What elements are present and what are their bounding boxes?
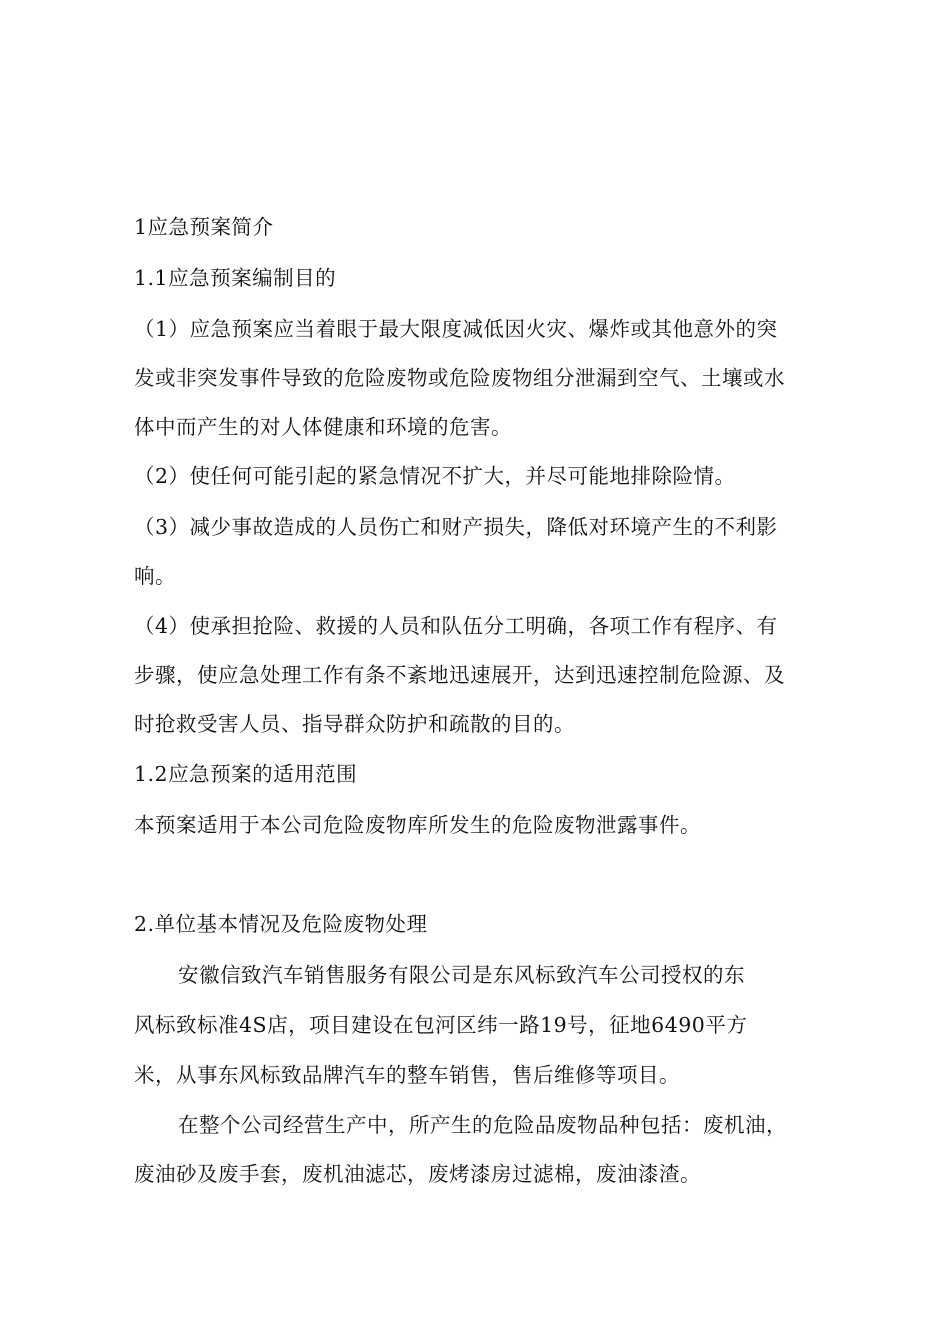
paragraph-1-line-2: 发或非突发事件导致的危险废物或危险废物组分泄漏到空气、土壤或水 <box>134 366 785 390</box>
paragraph-4-line-3: 时抢救受害人员、指导群众防护和疏散的目的。 <box>134 712 575 736</box>
paragraph-1-line-1: （1）应急预案应当着眼于最大限度减低因火灾、爆炸或其他意外的突 <box>134 317 778 341</box>
paragraph-5-line-3: 米，从事东风标致品牌汽车的整车销售，售后维修等项目。 <box>134 1063 680 1087</box>
paragraph-6-line-1: 在整个公司经营生产中，所产生的危险品废物品种包括：废机油， <box>178 1113 787 1137</box>
section-2-heading: 2.单位基本情况及危险废物处理 <box>134 912 428 936</box>
paragraph-1-line-3: 体中而产生的对人体健康和环境的危害。 <box>134 415 512 439</box>
paragraph-3-line-2: 响。 <box>134 564 176 588</box>
paragraph-6-line-2: 废油砂及废手套，废机油滤芯，废烤漆房过滤棉，废油漆渣。 <box>134 1162 701 1186</box>
section-1-2-heading: 1.2应急预案的适用范围 <box>134 762 358 786</box>
paragraph-2-line-1: （2）使任何可能引起的紧急情况不扩大，并尽可能地排除险情。 <box>134 464 736 488</box>
paragraph-4-line-2: 步骤，使应急处理工作有条不紊地迅速展开，达到迅速控制危险源、及 <box>134 663 785 687</box>
paragraph-4-line-1: （4）使承担抢险、救援的人员和队伍分工明确，各项工作有程序、有 <box>134 614 778 638</box>
scope-paragraph: 本预案适用于本公司危险废物库所发生的危险废物泄露事件。 <box>134 813 701 837</box>
section-1-1-heading: 1.1应急预案编制目的 <box>134 266 337 290</box>
paragraph-5-line-2: 风标致标准4S店，项目建设在包河区纬一路19号，征地6490平方 <box>134 1013 748 1037</box>
paragraph-5-line-1: 安徽信致汽车销售服务有限公司是东风标致汽车公司授权的东 <box>178 963 745 987</box>
paragraph-3-line-1: （3）减少事故造成的人员伤亡和财产损失，降低对环境产生的不利影 <box>134 515 778 539</box>
section-1-heading: 1应急预案简介 <box>134 215 274 239</box>
